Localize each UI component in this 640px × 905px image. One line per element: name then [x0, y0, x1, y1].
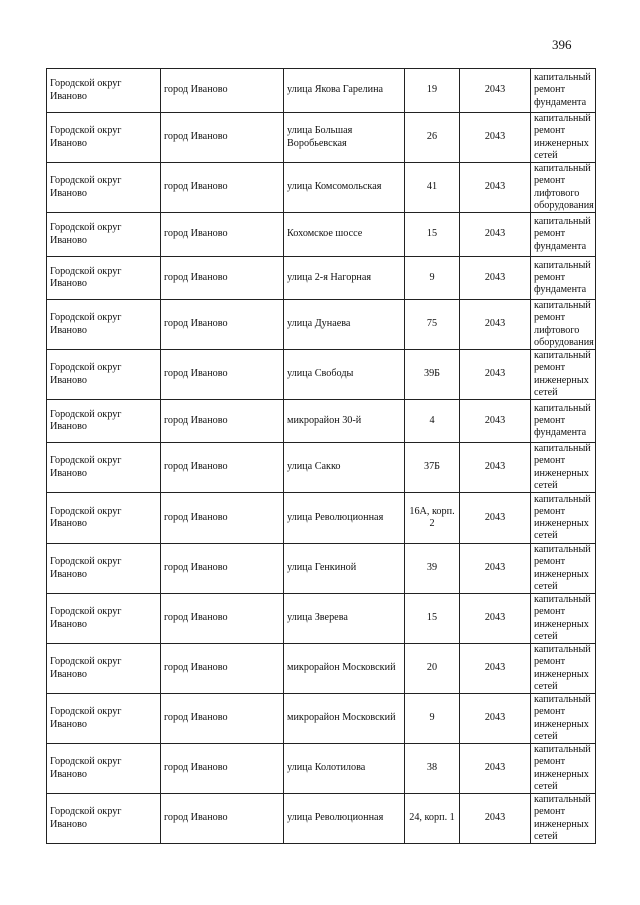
house-number-cell: 75	[405, 300, 460, 350]
table-row	[47, 493, 596, 544]
work-type-cell: капитальный ремонт инженерных сетей	[531, 644, 596, 694]
house-number-cell: 39Б	[405, 350, 460, 400]
settlement-cell: город Иваново	[161, 257, 284, 300]
street-cell: Кохомское шоссе	[284, 213, 405, 257]
year-cell: 2043	[460, 350, 531, 400]
municipality-cell: Городской округ Иваново	[47, 794, 161, 844]
municipality-cell: Городской округ Иваново	[47, 350, 161, 400]
settlement-cell: город Иваново	[161, 213, 284, 257]
house-number-cell: 41	[405, 163, 460, 213]
house-number-cell: 16А, корп. 2	[405, 493, 460, 544]
settlement-cell: город Иваново	[161, 694, 284, 744]
year-cell: 2043	[460, 69, 531, 113]
street-cell: улица Сакко	[284, 443, 405, 493]
work-type-cell: капитальный ремонт инженерных сетей	[531, 744, 596, 794]
year-cell: 2043	[460, 644, 531, 694]
year-cell: 2043	[460, 443, 531, 493]
street-cell: улица 2-я Нагорная	[284, 257, 405, 300]
settlement-cell: город Иваново	[161, 350, 284, 400]
year-cell: 2043	[460, 493, 531, 544]
house-number-cell: 20	[405, 644, 460, 694]
table-row	[47, 69, 596, 113]
year-cell: 2043	[460, 213, 531, 257]
street-cell: микрорайон Московский	[284, 644, 405, 694]
table-row	[47, 400, 596, 443]
municipality-cell: Городской округ Иваново	[47, 400, 161, 443]
work-type-cell: капитальный ремонт фундамента	[531, 400, 596, 443]
table-row	[47, 113, 596, 163]
street-cell: улица Дунаева	[284, 300, 405, 350]
street-cell: улица Революционная	[284, 493, 405, 544]
house-number-cell: 26	[405, 113, 460, 163]
year-cell: 2043	[460, 300, 531, 350]
year-cell: 2043	[460, 257, 531, 300]
work-type-cell: капитальный ремонт инженерных сетей	[531, 594, 596, 644]
table-row	[47, 163, 596, 213]
settlement-cell: город Иваново	[161, 794, 284, 844]
municipality-cell: Городской округ Иваново	[47, 544, 161, 594]
municipality-cell: Городской округ Иваново	[47, 744, 161, 794]
work-type-cell: капитальный ремонт фундамента	[531, 257, 596, 300]
house-number-cell: 19	[405, 69, 460, 113]
work-type-cell: капитальный ремонт инженерных сетей	[531, 794, 596, 844]
table-row	[47, 744, 596, 794]
municipality-cell: Городской округ Иваново	[47, 644, 161, 694]
work-type-cell: капитальный ремонт фундамента	[531, 213, 596, 257]
table-row	[47, 300, 596, 350]
year-cell: 2043	[460, 794, 531, 844]
year-cell: 2043	[460, 544, 531, 594]
work-type-cell: капитальный ремонт инженерных сетей	[531, 443, 596, 493]
municipality-cell: Городской округ Иваново	[47, 493, 161, 544]
table-row	[47, 644, 596, 694]
work-type-cell: капитальный ремонт инженерных сетей	[531, 544, 596, 594]
settlement-cell: город Иваново	[161, 744, 284, 794]
settlement-cell: город Иваново	[161, 163, 284, 213]
year-cell: 2043	[460, 163, 531, 213]
settlement-cell: город Иваново	[161, 594, 284, 644]
municipality-cell: Городской округ Иваново	[47, 594, 161, 644]
house-number-cell: 4	[405, 400, 460, 443]
work-type-cell: капитальный ремонт инженерных сетей	[531, 113, 596, 163]
street-cell: улица Свободы	[284, 350, 405, 400]
municipality-cell: Городской округ Иваново	[47, 69, 161, 113]
municipality-cell: Городской округ Иваново	[47, 257, 161, 300]
year-cell: 2043	[460, 744, 531, 794]
house-number-cell: 39	[405, 544, 460, 594]
house-number-cell: 15	[405, 213, 460, 257]
street-cell: улица Комсомольская	[284, 163, 405, 213]
work-type-cell: капитальный ремонт инженерных сетей	[531, 350, 596, 400]
house-number-cell: 9	[405, 694, 460, 744]
house-number-cell: 37Б	[405, 443, 460, 493]
table-row	[47, 443, 596, 493]
work-type-cell: капитальный ремонт фундамента	[531, 69, 596, 113]
work-type-cell: капитальный ремонт лифтового оборудования	[531, 163, 596, 213]
table-row	[47, 213, 596, 257]
work-type-cell: капитальный ремонт инженерных сетей	[531, 694, 596, 744]
settlement-cell: город Иваново	[161, 544, 284, 594]
table-row	[47, 694, 596, 744]
year-cell: 2043	[460, 694, 531, 744]
settlement-cell: город Иваново	[161, 69, 284, 113]
municipality-cell: Городской округ Иваново	[47, 163, 161, 213]
street-cell: улица Революционная	[284, 794, 405, 844]
house-number-cell: 24, корп. 1	[405, 794, 460, 844]
page-number: 396	[552, 37, 572, 52]
settlement-cell: город Иваново	[161, 113, 284, 163]
street-cell: улица Якова Гарелина	[284, 69, 405, 113]
settlement-cell: город Иваново	[161, 644, 284, 694]
table-row	[47, 594, 596, 644]
municipality-cell: Городской округ Иваново	[47, 300, 161, 350]
year-cell: 2043	[460, 113, 531, 163]
settlement-cell: город Иваново	[161, 300, 284, 350]
municipality-cell: Городской округ Иваново	[47, 443, 161, 493]
work-type-cell: капитальный ремонт лифтового оборудования	[531, 300, 596, 350]
municipality-cell: Городской округ Иваново	[47, 694, 161, 744]
street-cell: микрорайон Московский	[284, 694, 405, 744]
street-cell: микрорайон 30-й	[284, 400, 405, 443]
year-cell: 2043	[460, 594, 531, 644]
table-row	[47, 544, 596, 594]
street-cell: улица Зверева	[284, 594, 405, 644]
municipality-cell: Городской округ Иваново	[47, 213, 161, 257]
house-number-cell: 38	[405, 744, 460, 794]
table-row	[47, 257, 596, 300]
house-number-cell: 9	[405, 257, 460, 300]
street-cell: улица Колотилова	[284, 744, 405, 794]
year-cell: 2043	[460, 400, 531, 443]
municipality-cell: Городской округ Иваново	[47, 113, 161, 163]
street-cell: улица Генкиной	[284, 544, 405, 594]
work-type-cell: капитальный ремонт инженерных сетей	[531, 493, 596, 544]
table-body	[47, 69, 596, 844]
house-number-cell: 15	[405, 594, 460, 644]
table-row	[47, 350, 596, 400]
settlement-cell: город Иваново	[161, 443, 284, 493]
settlement-cell: город Иваново	[161, 400, 284, 443]
street-cell: улица Большая Воробьевская	[284, 113, 405, 163]
repair-schedule-table	[46, 68, 596, 844]
table-row	[47, 794, 596, 844]
settlement-cell: город Иваново	[161, 493, 284, 544]
